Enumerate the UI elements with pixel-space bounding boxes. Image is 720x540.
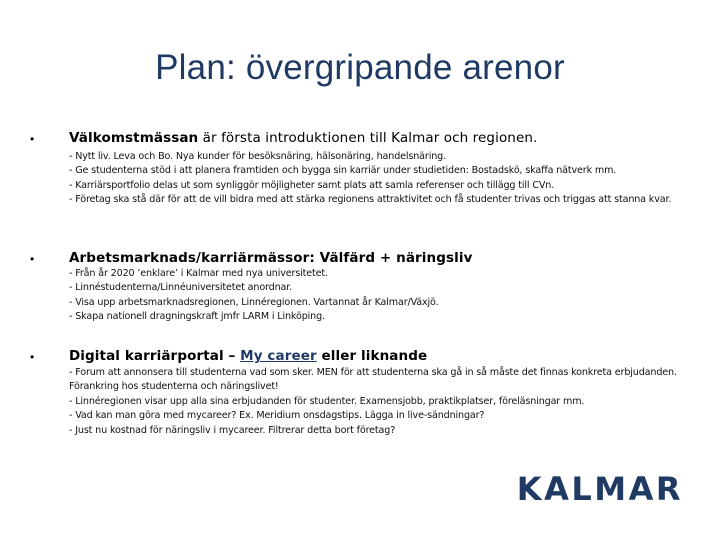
detail-line: - Skapa nationell dragningskraft jmfr LARM i Linköping. [69, 311, 325, 323]
bullet-job-fairs [30, 250, 690, 330]
bullet-heading-pre: Digital karriärportal – [69, 348, 241, 364]
detail-line: - Företag ska stå där för att de vill bidra med att stärka regionens attraktivitet och få studenter trivas och triggas att stanna kvar. [69, 194, 672, 206]
bullet-heading-rest: är första introduktionen till Kalmar och regionen. [198, 130, 538, 146]
bullet-heading: Arbetsmarknads/karriärmässor: Välfärd + näringsliv [69, 250, 473, 266]
my-career-link[interactable]: My career [240, 348, 317, 364]
detail-line: - Karriärsportfolio delas ut som synliggör möjligheter samt plats att samla referenser och tillägg till CVn. [69, 179, 555, 191]
detail-line: - Vad kan man göra med mycareer? Ex. Meridium onsdagstips. Lägga in live-sändningar? [69, 410, 485, 422]
detail-line: - Forum att annonsera till studenterna vad som sker. MEN för att studenterna ska gå in så måste det finnas konkreta erbjudanden. Förankring hos studenterna och näringslivet! [69, 367, 677, 393]
detail-line: - Visa upp arbetsmarknadsregionen, Linnéregionen. Vartannat år Kalmar/Växjö. [69, 296, 439, 308]
bullet-dot-icon: • [30, 350, 35, 364]
detail-line: - Linnéstudenterna/Linnéuniversitetet anordnar. [69, 282, 293, 294]
detail-line: - Från år 2020 ’enklare’ i Kalmar med nya universitetet. [69, 268, 328, 279]
detail-line: - Nytt liv. Leva och Bo. Nya kunder för besöksnäring, hälsonäring, handelsnäring. [69, 151, 446, 162]
bullet-heading [69, 130, 537, 146]
bullet-welcome-fair [30, 130, 690, 230]
bullet-heading [69, 348, 427, 364]
bullet-details [69, 150, 679, 208]
bullet-dot-icon: • [30, 252, 35, 266]
bullet-dot-icon: • [30, 132, 35, 146]
kalmar-logo: KALMAR [516, 470, 683, 508]
detail-line: - Just nu kostnad för näringsliv i mycareer. Filtrerar detta bort företag? [69, 424, 396, 436]
bullet-career-portal [30, 348, 690, 448]
bullet-details [69, 267, 679, 325]
detail-line: - Linnéregionen visar upp alla sina erbjudanden för studenter. Examensjobb, praktikplatser, föreläsningar mm. [69, 395, 585, 407]
slide-title: Plan: övergripande arenor [155, 48, 565, 87]
bullet-heading-post: eller liknande [316, 348, 428, 364]
detail-line: - Ge studenterna stöd i att planera framtiden och bygga sin karriär under studietiden: Bostadskö, skaffa nätverk mm. [69, 165, 617, 177]
bullet-heading-bold: Välkomstmässan [69, 130, 199, 146]
bullet-details [69, 366, 679, 438]
